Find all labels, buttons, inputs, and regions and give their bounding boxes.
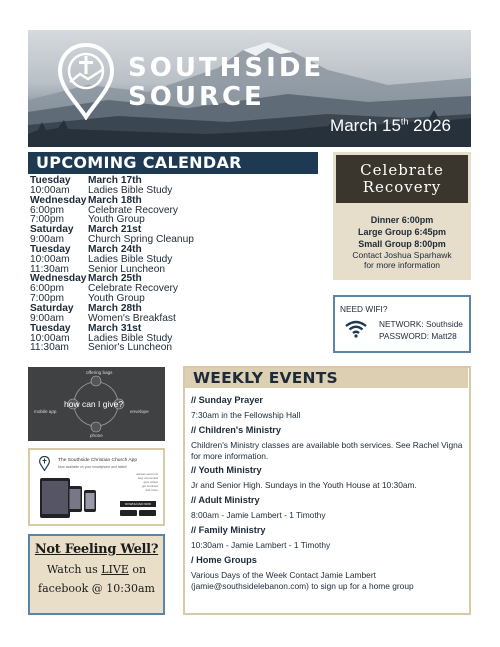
app-feature-item: access sermons (136, 472, 158, 476)
google-play-badge-icon[interactable] (139, 510, 156, 516)
not-feeling-well-heading: Not Feeling Well? (34, 542, 159, 557)
calendar-time: 6:00pm (30, 283, 64, 295)
calendar-event-row (30, 284, 320, 294)
calendar-date: March 24th (88, 243, 142, 255)
calendar-weekday: Tuesday (30, 243, 71, 255)
calendar-time: 10:00am (30, 184, 70, 196)
livestream-line2: facebook @ 10:30am (38, 582, 155, 595)
celebrate-recovery-schedule (333, 214, 471, 270)
event-title: // Children's Ministry (191, 425, 281, 435)
calendar-event-row (30, 314, 320, 324)
calendar-weekday: Tuesday (30, 322, 71, 334)
calendar-weekday: Wednesday (30, 194, 87, 206)
wifi-icon (345, 320, 367, 338)
calendar-event-name: Celebrate Recovery (88, 204, 179, 216)
weekly-events-heading: WEEKLY EVENTS (185, 368, 468, 388)
calendar-date-row (30, 324, 320, 334)
calendar-event-name: Senior's Luncheon (88, 342, 173, 354)
event-home-groups (191, 555, 463, 591)
celebrate-recovery-card (333, 152, 471, 280)
app-name: The Southside Christian Church App (58, 458, 138, 463)
calendar-time: 9:00am (30, 312, 64, 324)
app-feature-list (118, 472, 158, 492)
calendar-event-name: Youth Group (88, 293, 145, 305)
dinner-time: Dinner 6:00pm (370, 215, 434, 225)
recovery-contact-line2: for more information (363, 260, 441, 270)
upcoming-calendar-list (30, 176, 320, 353)
calendar-event-name: Ladies Bible Study (88, 253, 173, 265)
app-feature-item: get involved (141, 484, 158, 488)
event-description: Children's Ministry classes are available both services. See Rachel Vigna for more information. (191, 440, 463, 461)
phone-label: phone (90, 433, 103, 438)
app-feature-item: stay connected (137, 476, 158, 480)
calendar-event-name: Senior Luncheon (88, 263, 166, 275)
app-feature-item: and more (145, 488, 158, 492)
event-title: // Family Ministry (191, 525, 266, 535)
event-childrens-ministry (191, 425, 463, 461)
wifi-network: NETWORK: Southside (379, 319, 463, 329)
livestream-line1: Watch us LIVE on (46, 563, 147, 576)
calendar-date-row (30, 176, 320, 186)
calendar-date: March 21st (88, 224, 142, 236)
wifi-password: PASSWORD: Matt28 (379, 331, 457, 341)
location-pin-cross-logo-icon (56, 42, 116, 120)
calendar-event-name: Women's Breakfast (88, 312, 176, 324)
event-description: Jr and Senior High. Sundays in the Youth House at 10:30am. (191, 480, 417, 490)
newsletter-title-line2: SOURCE (128, 82, 265, 112)
calendar-date: March 18th (88, 194, 142, 206)
calendar-event-row (30, 206, 320, 216)
how-to-give-card (28, 367, 165, 441)
calendar-event-row (30, 334, 320, 344)
calendar-time: 11:30am (30, 263, 69, 275)
calendar-event-row (30, 255, 320, 265)
download-now-button[interactable]: DOWNLOAD NOW (120, 501, 156, 507)
small-group-time: Small Group 8:00pm (358, 239, 446, 249)
calendar-event-name: Youth Group (88, 214, 145, 226)
how-can-i-give-title: how can I give? (64, 399, 124, 409)
calendar-event-name: Church Spring Cleanup (88, 234, 194, 246)
calendar-date: March 17th (88, 175, 142, 186)
issue-date: March 15th 2026 (330, 116, 451, 135)
calendar-weekday: Saturday (30, 224, 74, 236)
event-title: // Youth Ministry (191, 465, 262, 475)
calendar-date: March 25th (88, 273, 142, 285)
calendar-weekday: Saturday (30, 302, 74, 314)
calendar-event-row (30, 235, 320, 245)
calendar-event-row (30, 343, 320, 353)
calendar-time: 7:00pm (30, 214, 64, 226)
wifi-info-box (333, 295, 471, 353)
church-app-card (28, 448, 165, 526)
calendar-event-name: Ladies Bible Study (88, 332, 173, 344)
weekly-events-panel (183, 366, 471, 615)
event-family-ministry (191, 525, 463, 551)
event-title: // Sunday Prayer (191, 395, 264, 405)
recovery-contact-line1: Contact Joshua Sparhawk (352, 250, 452, 260)
app-devices-image (38, 474, 102, 522)
event-description: 7:30am in the Fellowship Hall (191, 410, 301, 420)
calendar-date-row (30, 245, 320, 255)
calendar-time: 10:00am (30, 253, 70, 265)
calendar-weekday: Tuesday (30, 175, 71, 186)
calendar-time: 7:00pm (30, 293, 64, 305)
event-title: // Adult Ministry (191, 495, 260, 505)
event-description: 8:00am - Jamie Lambert - 1 Timothy (191, 510, 326, 520)
calendar-date: March 31st (88, 322, 142, 334)
offering-bags-label: offering bags (86, 370, 113, 375)
event-adult-ministry (191, 495, 463, 521)
newsletter-title-line1: SOUTHSIDE (128, 53, 325, 83)
calendar-time: 6:00pm (30, 204, 64, 216)
event-title: / Home Groups (191, 555, 257, 565)
event-sunday-prayer (191, 395, 463, 421)
calendar-time: 10:00am (30, 332, 70, 344)
app-subtitle: Now available on your smartphone and tablet! (58, 465, 127, 469)
event-description: 10:30am - Jamie Lambert - 1 Timothy (191, 540, 331, 550)
app-feature-item: give online (143, 480, 158, 484)
livestream-card (28, 534, 165, 615)
newsletter-title (128, 54, 324, 112)
calendar-weekday: Wednesday (30, 273, 87, 285)
envelope-label: envelope (130, 409, 149, 414)
large-group-time: Large Group 6:45pm (357, 227, 447, 237)
church-app-pin-icon (39, 456, 50, 471)
wifi-title: NEED WIFI? (340, 304, 388, 314)
calendar-date: March 28th (88, 302, 142, 314)
calendar-time: 11:30am (30, 342, 69, 354)
mobile-app-label: mobile app (34, 409, 57, 414)
calendar-event-name: Celebrate Recovery (88, 283, 179, 295)
masthead-banner (28, 30, 471, 147)
upcoming-calendar-heading: UPCOMING CALENDAR (28, 152, 318, 174)
app-store-badge-icon[interactable] (120, 510, 137, 516)
celebrate-recovery-logo: Celebrate Recovery (336, 155, 468, 203)
event-description: Various Days of the Week Contact Jamie Lambert (jamie@southsidelebanon.com) to sign up for a home group (191, 570, 414, 591)
calendar-time: 9:00am (30, 234, 64, 246)
event-youth-ministry (191, 465, 463, 491)
calendar-event-name: Ladies Bible Study (88, 184, 173, 196)
